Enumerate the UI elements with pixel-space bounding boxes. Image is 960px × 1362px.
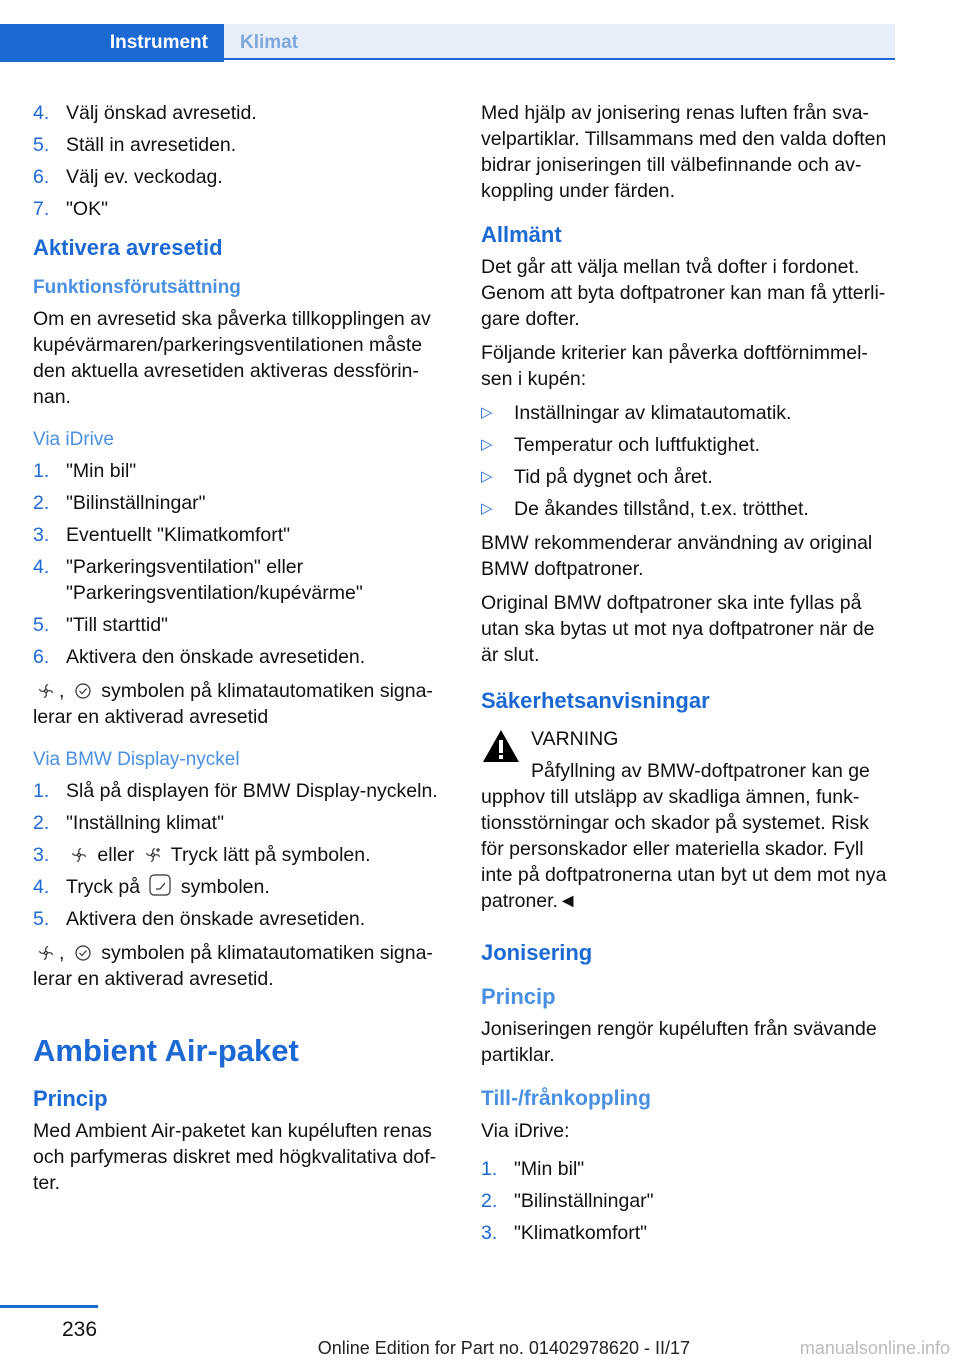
bullet-icon: ▷ [481,500,493,517]
page-number: 236 [62,1318,98,1341]
list-item [481,400,896,426]
step-number: 5. [33,614,50,636]
list-item [481,496,896,522]
paragraph-intro: Med hjälp av jonisering renas luften från sva-velpartiklar. Tillsammans med den valda doften bidrar joniseringen till välbefinnande och av-koppling under färden. [481,102,887,202]
step-text: "Parkeringsventilation" eller "Parkeringsventilation/kupévärme" [66,556,363,604]
footer-rule [0,1305,98,1308]
criteria-list [481,400,896,522]
right-column [481,100,896,1254]
list-item [33,874,448,900]
step-text: Slå på displayen för BMW Display-nyckeln. [66,780,438,802]
step-text: Eventuellt "Klimatkomfort" [66,524,291,546]
step-text: "Min bil" [514,1158,585,1180]
bullet-icon: ▷ [481,404,493,421]
step-text: "Min bil" [66,460,137,482]
paragraph-princip: Med Ambient Air-paketet kan kupéluften renas och parfymeras diskret med högkvalitativa dof-ter. [33,1120,437,1194]
step-text: "Klimatkomfort" [514,1222,648,1244]
tab-instrument[interactable]: Instrument [0,24,224,62]
list-item [33,554,448,606]
paragraph-allmant: Det går att välja mellan två dofter i fordonet. Genom att byta doftpatroner kan man få ytterli-gare dofter. [481,256,886,330]
list-item [33,490,448,516]
confirm-button-icon [149,874,171,896]
heading-display: Via BMW Display-nyckel [33,749,240,770]
heading-aktivera: Aktivera avresetid [33,235,223,260]
list-item [481,1156,896,1182]
fan-snow-icon [144,846,162,864]
step-text: Tryck lätt på symbolen. [170,844,371,866]
paragraph-kriterier: Följande kriterier kan påverka doftförnimmel-sen i kupén: [481,342,868,390]
step-number: 4. [33,102,50,124]
step-number: 1. [481,1158,498,1180]
bullet-icon: ▷ [481,436,493,453]
tab-klimat[interactable]: Klimat [224,24,895,60]
paragraph-funktion: Om en avresetid ska påverka tillkopplingen av kupévärmaren/parkeringsventilationen måste den aktuella avresetiden aktiveras dessförin-nan. [33,308,431,408]
heading-idrive: Via iDrive [33,429,114,450]
list-item [33,644,448,670]
paragraph-bmw: BMW rekommenderar användning av original BMW doftpatroner. [481,532,873,580]
heading-princip-2: Princip [481,984,556,1009]
list-item [33,458,448,484]
bullet-icon: ▷ [481,468,493,485]
bullet-text: Inställningar av klimatautomatik. [514,402,792,424]
steps-list-idrive [33,458,448,670]
steps-list-top [33,100,448,222]
list-item [481,464,896,490]
step-text: "OK" [66,198,109,220]
heading-ambient: Ambient Air-paket [33,1033,299,1068]
warning-text [481,758,896,914]
heading-sakerhet: Säkerhetsanvisningar [481,688,710,713]
list-item [33,778,448,804]
bullet-text: Tid på dygnet och året. [514,466,713,488]
step-number: 3. [481,1222,498,1244]
step-text: eller [97,844,135,866]
list-item [33,906,448,932]
list-item [33,522,448,548]
paragraph-symbol-1: , symbolen på klimatautomatiken signa-lerar en aktiverad avresetid [33,680,433,728]
heading-allmant: Allmänt [481,222,562,247]
list-item [33,842,448,868]
step-text: "Inställning klimat" [66,812,224,834]
step-number: 6. [33,646,50,668]
fan-icon [70,846,88,864]
step-text: "Bilinställningar" [514,1190,654,1212]
fan-icon [37,682,55,700]
step-number: 1. [33,780,50,802]
list-item [33,612,448,638]
step-number: 7. [33,198,50,220]
tab-bar [0,24,895,62]
list-item [33,164,448,190]
list-item [481,1220,896,1246]
step-text: Tryck på [66,876,141,898]
step-text: Välj ev. veckodag. [66,166,223,188]
step-number: 4. [33,876,50,898]
step-text: Aktivera den önskade avresetiden. [66,646,366,668]
warning-title: VARNING [531,728,619,750]
step-number: 6. [33,166,50,188]
step-text: "Till starttid" [66,614,168,636]
heading-till: Till-/frånkoppling [481,1087,651,1110]
step-number: 2. [33,492,50,514]
step-number: 5. [33,134,50,156]
paragraph-symbol-2: , symbolen på klimatautomatiken signa-lerar en aktiverad avresetid. [33,942,433,990]
step-text: symbolen. [180,876,270,898]
step-number: 2. [481,1190,498,1212]
symbol-description-1: symbolen på klimatautomatiken signa-lerar en aktiverad avresetid [33,680,433,728]
list-item [33,100,448,126]
step-number: 2. [33,812,50,834]
step-number: 3. [33,844,50,866]
heading-jonisering: Jonisering [481,940,593,965]
clock-icon [74,682,92,700]
warning-text-content: Påfyllning av BMW-doftpatroner kan ge upphov till utsläpp av skadliga ämnen, funk-tionsstörningar och skador på systemet. Risk för personskador eller materiella skador. Fyll inte på doftpatronerna utan byt ut dem mot nya patroner.◄ [481,760,887,912]
step-text: Aktivera den önskade avresetiden. [66,908,366,930]
warning-box [481,726,896,766]
heading-princip: Princip [33,1086,108,1111]
list-item [481,432,896,458]
paragraph-original: Original BMW doftpatroner ska inte fyllas på utan ska bytas ut mot nya doftpatroner när de är slut. [481,592,875,666]
bullet-text: De åkandes tillstånd, t.ex. trötthet. [514,498,809,520]
clock-icon [74,944,92,962]
list-item [481,1188,896,1214]
step-text: Välj önskad avresetid. [66,102,257,124]
step-number: 4. [33,556,50,578]
steps-list-till [481,1156,896,1246]
list-item [33,810,448,836]
paragraph-via: Via iDrive: [481,1120,570,1142]
warning-icon [481,728,521,764]
list-item [33,196,448,222]
step-text: Ställ in avresetiden. [66,134,237,156]
step-number: 1. [33,460,50,482]
step-number: 5. [33,908,50,930]
bullet-text: Temperatur och luftfuktighet. [514,434,761,456]
paragraph-princip-2: Joniseringen rengör kupéluften från svävande partiklar. [481,1018,877,1066]
step-number: 3. [33,524,50,546]
list-item [33,132,448,158]
symbol-description-2: symbolen på klimatautomatiken signa-lerar en aktiverad avresetid. [33,942,433,990]
left-column [33,100,448,1204]
fan-icon [37,944,55,962]
watermark: manualsonline.info [799,1338,950,1358]
edition-text: Online Edition for Part no. 01402978620 - II/17 [317,1338,690,1358]
steps-list-display [33,778,448,932]
heading-funktion: Funktionsförutsättning [33,277,241,298]
step-text: "Bilinställningar" [66,492,206,514]
